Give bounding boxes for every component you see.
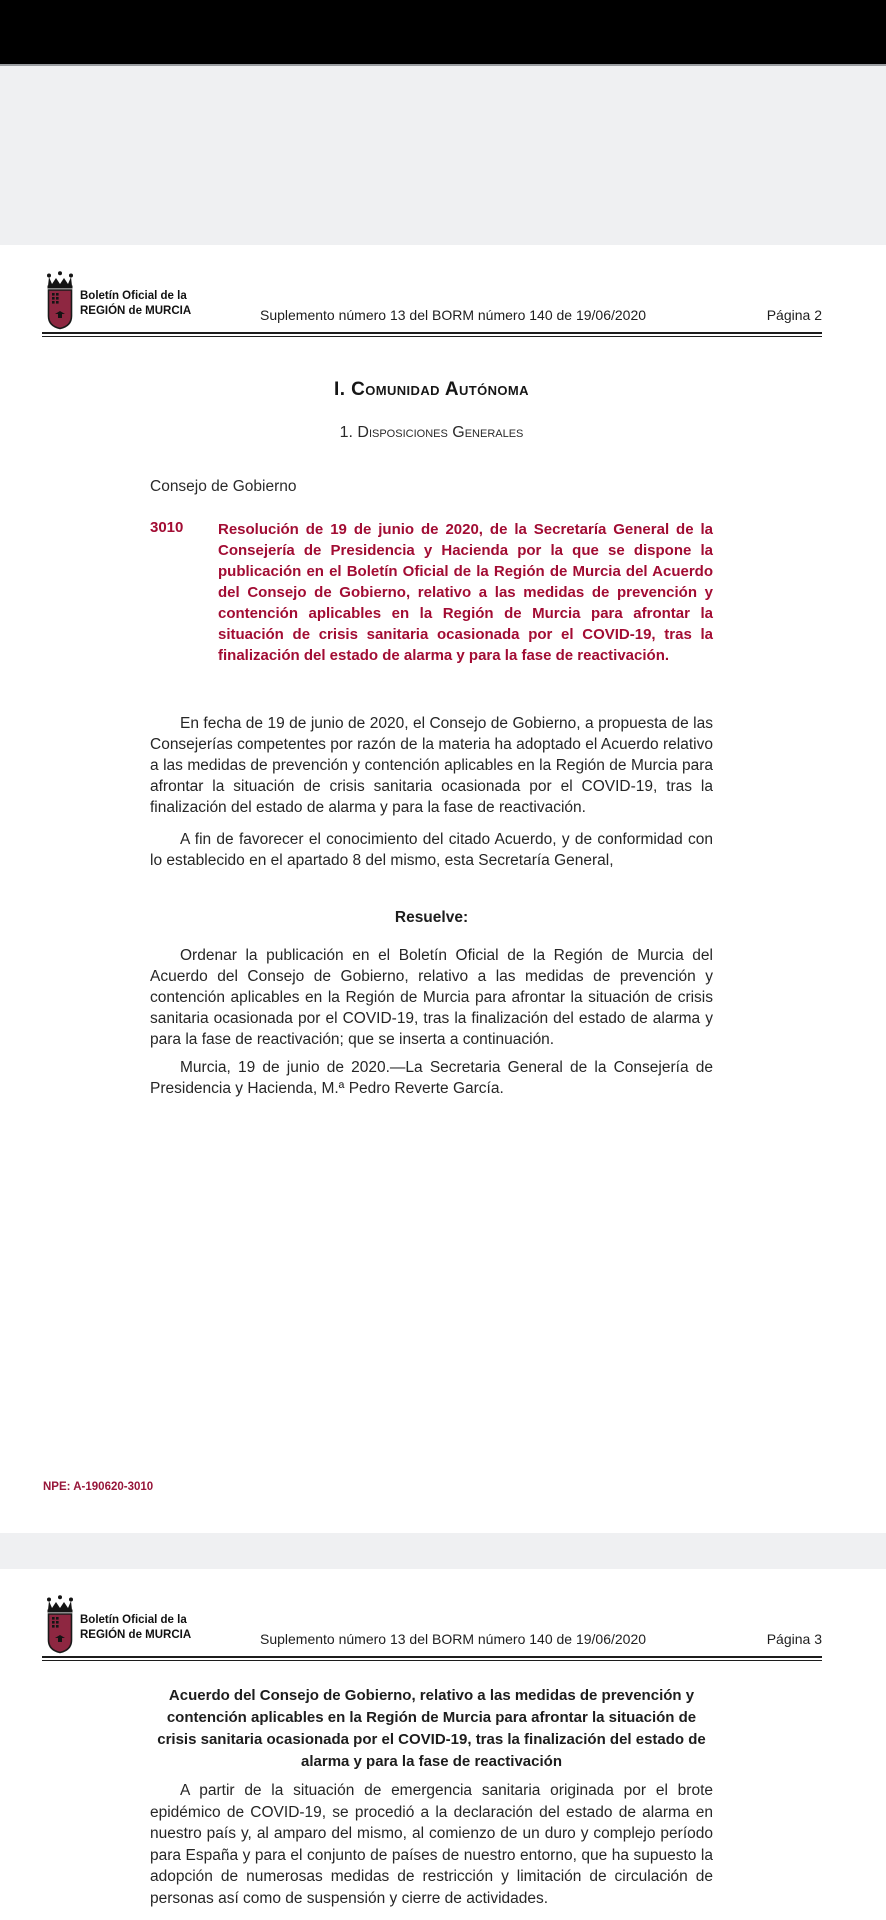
paragraph: A partir de la situación de emergencia sanitaria originada por el brote epidémico de COVID-19, se procedió a la declaración del estado de alarma en nuestro país y, al amparo del mismo, al comienzo de un duro y complejo período para España y para el conjunto de países de nuestro entorno, que ha supuesto la adopción de numerosas medidas de restricción y limitación de circulación de personas así como de suspensión y cierre de actividades.	[150, 1782, 713, 1907]
header-page-number: Página 2	[766, 307, 822, 323]
announcement-title: Resolución de 19 de junio de 2020, de la Secretaría General de la Consejería de Presidencia y Hacienda por la que se dispone la publicación en el Boletín Oficial de la Región de Murcia del Acuerdo del Consejo de Gobierno, relativo a las medidas de prevención y contención aplicables en la Región de Murcia para afrontar la situación de crisis sanitaria ocasionada por el COVID-19, tras la finalización del estado de alarma y para la fase de reactivación.	[218, 521, 713, 664]
brand-line-2: REGIÓN de MURCIA	[80, 305, 192, 317]
announcement-number: 3010	[150, 519, 184, 536]
borm-coat-of-arms-logo	[42, 271, 78, 331]
brand-line-1: Boletín Oficial de la	[80, 290, 187, 302]
agreement-title: Acuerdo del Consejo de Gobierno, relativo a las medidas de prevención y contención aplicables en la Región de Murcia para afrontar la situación de crisis sanitaria ocasionada por el COVID-19, tras la finalización del estado de alarma y para la fase de reactivación	[157, 1687, 706, 1770]
brand-text	[80, 1613, 191, 1643]
paragraph: Ordenar la publicación en el Boletín Oficial de la Región de Murcia del Acuerdo del Consejo de Gobierno, relativo a las medidas de prevención y contención aplicables en la Región de Murcia para afrontar la situación de crisis sanitaria ocasionada por el COVID-19, tras la finalización del estado de alarma y para la fase de reactivación; que se inserta a continuación.	[150, 947, 713, 1048]
pdf-page-3	[0, 1569, 886, 1920]
header-rule	[42, 332, 822, 337]
announcement-item	[150, 519, 713, 666]
pdf-page-2	[0, 245, 886, 1533]
paragraph: A fin de favorecer el conocimiento del citado Acuerdo, y de conformidad con lo establecido en el apartado 8 del mismo, esta Secretaría General,	[150, 831, 713, 869]
header-rule	[42, 1656, 822, 1661]
header-page-number: Página 3	[766, 1631, 822, 1647]
header-supplement-text: Suplemento número 13 del BORM número 140 de 19/06/2020	[260, 307, 647, 323]
borm-coat-of-arms-logo	[42, 1595, 78, 1655]
subsection-heading: 1. Disposiciones Generales	[339, 424, 524, 441]
paragraph: En fecha de 19 de junio de 2020, el Consejo de Gobierno, a propuesta de las Consejerías competentes por razón de la materia ha adoptado el Acuerdo relativo a las medidas de prevención y contención aplicables en la Región de Murcia para afrontar la situación de crisis sanitaria ocasionada por el COVID-19, tras la finalización del estado de alarma y para la fase de reactivación.	[150, 715, 713, 816]
brand-line-2: REGIÓN de MURCIA	[80, 1629, 192, 1641]
header-supplement-text: Suplemento número 13 del BORM número 140 de 19/06/2020	[260, 1631, 647, 1647]
brand-line-1: Boletín Oficial de la	[80, 1614, 187, 1626]
section-heading: I. Comunidad Autónoma	[334, 379, 529, 400]
top-black-bar	[0, 0, 886, 66]
signature-paragraph: Murcia, 19 de junio de 2020.—La Secretaria General de la Consejería de Presidencia y Hacienda, M.ª Pedro Reverte García.	[150, 1059, 713, 1097]
resolve-heading: Resuelve:	[394, 909, 469, 926]
npe-reference-code: NPE: A-190620-3010	[43, 1481, 154, 1493]
issuing-body: Consejo de Gobierno	[150, 478, 297, 495]
brand-text	[80, 289, 191, 319]
